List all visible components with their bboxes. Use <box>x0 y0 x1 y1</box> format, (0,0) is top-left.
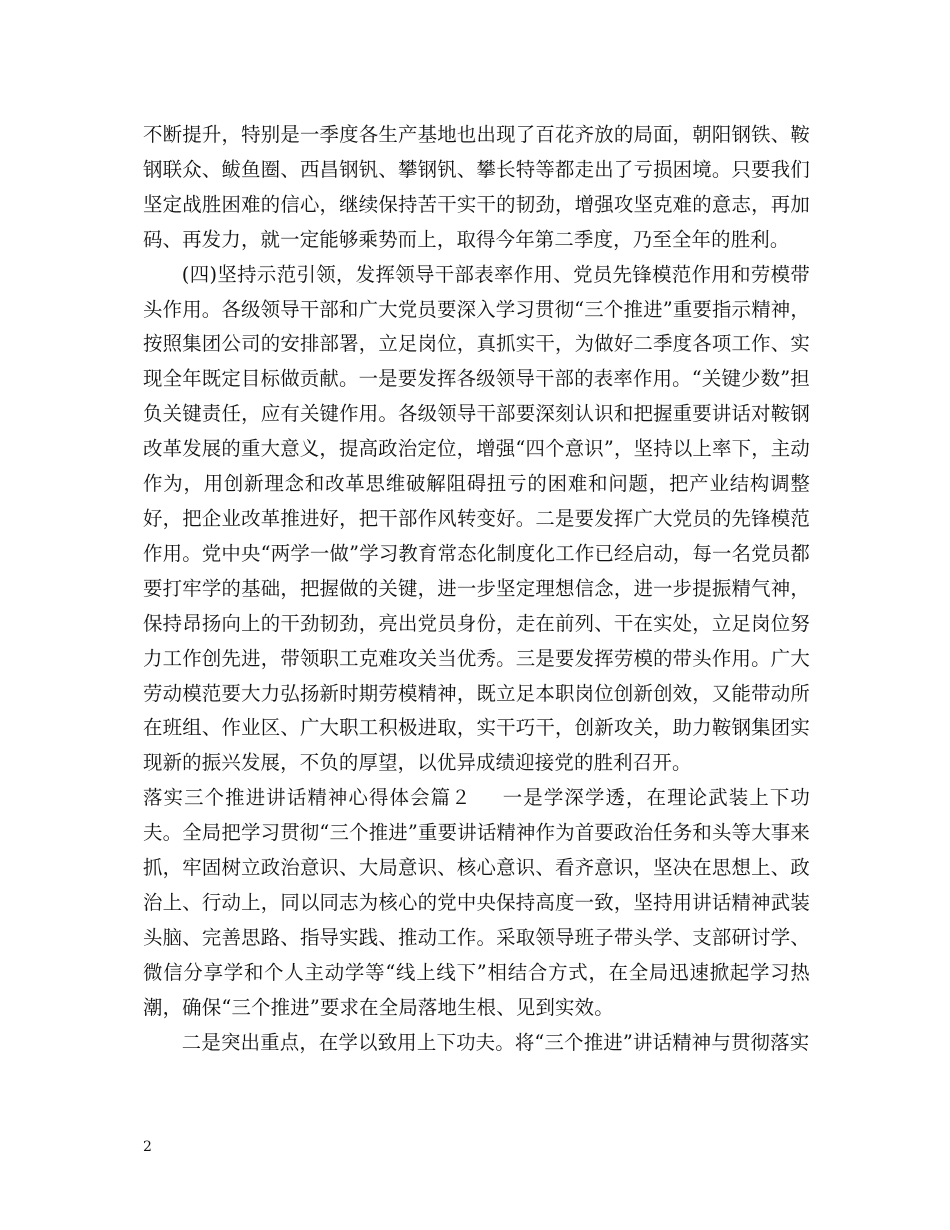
paragraph-section-four: (四)坚持示范引领，发挥领导干部表率作用、党员先锋模范作用和劳模带头作用。各级领导干部和广大党员要深入学习贯彻“三个推进”重要指示精神，按照集团公司的安排部署，立足岗位，真抓实干，为做好二季度各项工作、实现全年既定目标做贡献。一是要发挥各级领导干部的表率作用。“关键少数”担负关键责任，应有关键作用。各级领导干部要深刻认识和把握重要讲话对鞍钢改革发展的重大意义，提高政治定位，增强“四个意识”，坚持以上率下，主动作为，用创新理念和改革思维破解阻碍扭亏的困难和问题，把产业结构调整好，把企业改革推进好，把干部作风转变好。二是要发挥广大党员的先锋模范作用。党中央“两学一做”学习教育常态化制度化工作已经启动，每一名党员都要打牢学的基础，把握做的关键，进一步坚定理想信念，进一步提振精气神，保持昂扬向上的干劲韧劲，亮出党员身份，走在前列、干在实处，立足岗位努力工作创先进，带领职工克难攻关当优秀。三是要发挥劳模的带头作用。广大劳动模范要大力弘扬新时期劳模精神，既立足本职岗位创新创效，又能带动所在班组、作业区、广大职工积极进取，实干巧干，创新攻关，助力鞍钢集团实现新的振兴发展，不负的厚望，以优异成绩迎接党的胜利召开。 <box>143 262 810 775</box>
paragraph-second-point: 二是突出重点，在学以致用上下功夫。将“三个推进”讲话精神与贯彻落实 <box>181 1030 810 1054</box>
article-two-first-point: 一是学深学透，在理论武装上下功夫。全局把学习贯彻“三个推进”重要讲话精神作为首要政治任务和头等大事来抓，牢固树立政治意识、大局意识、核心意识、看齐意识，坚决在思想上、政治上、行动上，同以同志为核心的党中央保持高度一致，坚持用讲话精神武装头脑、完善思路、指导实践、推动工作。采取领导班子带头学、支部研讨学、微信分享学和个人主动学等“线上线下”相结合方式，在全局迅速掀起学习热潮，确保“三个推进”要求在全局落地生根、见到实效。 <box>143 786 810 1019</box>
document-body <box>143 118 810 1060</box>
article-heading: 落实三个推进讲话精神心得体会篇２ <box>143 786 472 810</box>
page-number: 2 <box>143 1139 152 1155</box>
paragraph-article-two <box>143 781 810 1025</box>
paragraph-continuation: 不断提升，特别是一季度各生产基地也出现了百花齐放的局面，朝阳钢铁、鞍钢联众、鲅鱼圈、西昌钢钒、攀钢钒、攀长特等都走出了亏损困境。只要我们坚定战胜困难的信心，继续保持苦干实干的韧劲，增强攻坚克难的意志，再加码、再发力，就一定能够乘势而上，取得今年第二季度，乃至全年的胜利。 <box>143 123 810 251</box>
